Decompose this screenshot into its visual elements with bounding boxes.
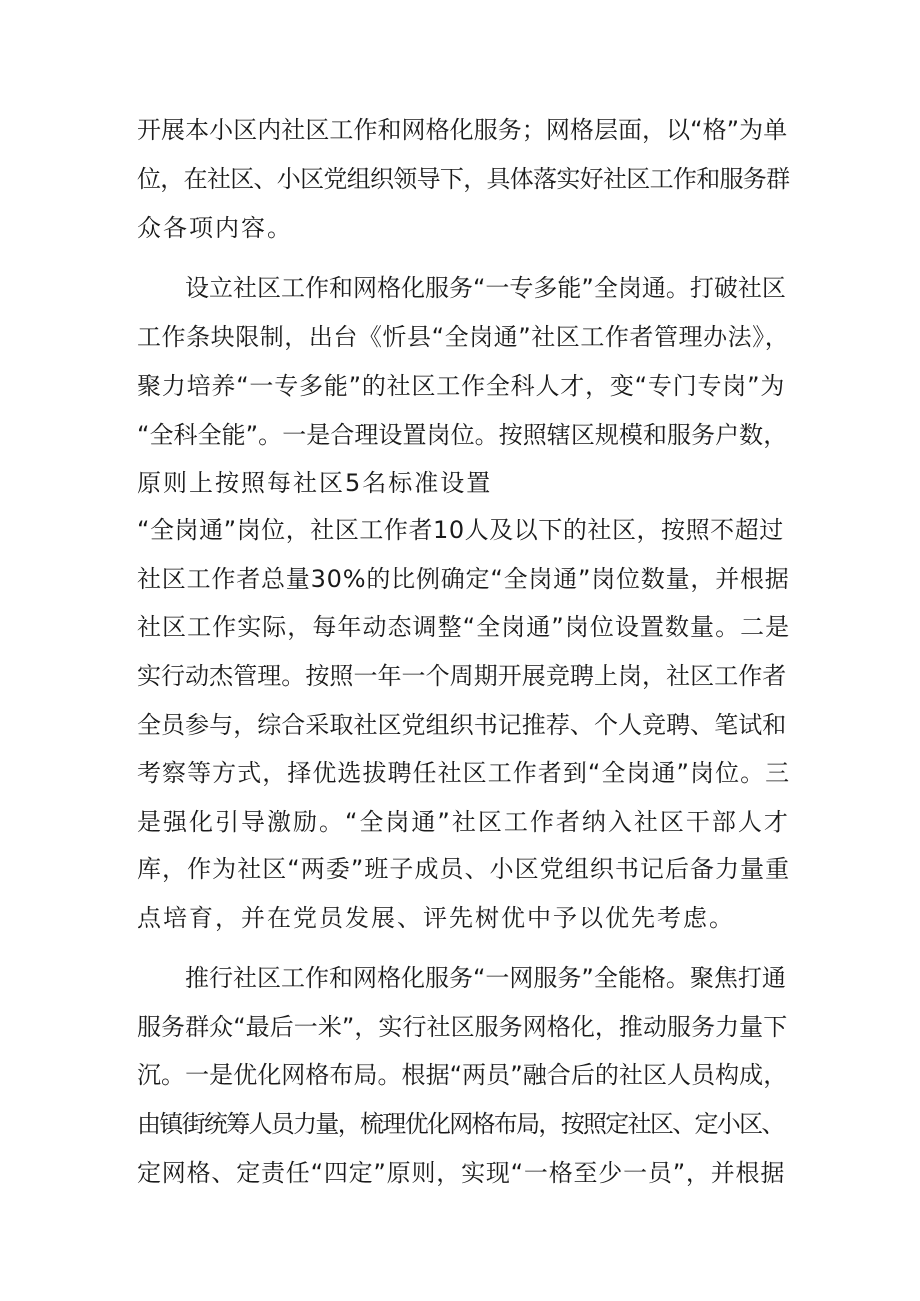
text-line: 服务群众“最后一米”，实行社区服务网格化，推动服务力量下 xyxy=(137,1013,788,1041)
text-line: 点培育，并在党员发展、评先树优中予以优先考虑。 xyxy=(137,904,735,932)
text-line: 工作条块限制，出台《忻县“全岗通”社区工作者管理办法》， xyxy=(137,323,790,351)
text-line: 众各项内容。 xyxy=(137,214,293,242)
text-line: 考察等方式，择优选拔聘任社区工作者到“全岗通”岗位。三 xyxy=(137,759,791,787)
text-line: 库，作为社区“两委”班子成员、小区党组织书记后备力量重 xyxy=(137,855,791,883)
text-line: 开展本小区内社区工作和网格化服务；网格层面，以“格”为单 xyxy=(137,116,788,144)
text-line: 社区工作者总量30%的比例确定“全岗通”岗位数量，并根据 xyxy=(137,565,790,593)
paragraph-first-line: 设立社区工作和网格化服务“一专多能”全岗通。打破社区 xyxy=(185,274,786,302)
text-line: 社区工作实际，每年动态调整“全岗通”岗位设置数量。二是 xyxy=(137,613,791,641)
paragraph-first-line: 推行社区工作和网格化服务“一网服务”全能格。聚焦打通 xyxy=(185,964,786,992)
text-line: 由镇街统筹人员力量，梳理优化网格布局，按照定社区、定小区、 xyxy=(137,1110,784,1138)
text-line: 位，在社区、小区党组织领导下，具体落实好社区工作和服务群 xyxy=(137,165,790,193)
text-line: 原则上按照每社区5名标准设置 xyxy=(137,469,493,497)
text-line: “全科全能”。一是合理设置岗位。按照辖区规模和服务户数， xyxy=(137,421,788,449)
text-line: 是强化引导激励。“全岗通”社区工作者纳入社区干部人才 xyxy=(137,808,790,836)
text-line: 全员参与，综合采取社区党组织书记推荐、个人竞聘、笔试和 xyxy=(137,711,787,739)
text-line: 沉。一是优化网格布局。根据“两员”融合后的社区人员构成， xyxy=(137,1061,788,1089)
text-line: “全岗通”岗位，社区工作者10人及以下的社区，按照不超过 xyxy=(137,516,784,544)
text-line: 聚力培养“一专多能”的社区工作全科人才，变“专门专岗”为 xyxy=(137,372,786,400)
text-line: 实行动杰管理。按照一年一个周期开展竞聘上岗，社区工作者 xyxy=(137,662,787,690)
text-line: 定网格、定责任“四定”原则，实现“一格至少一员”，并根据 xyxy=(137,1159,786,1187)
